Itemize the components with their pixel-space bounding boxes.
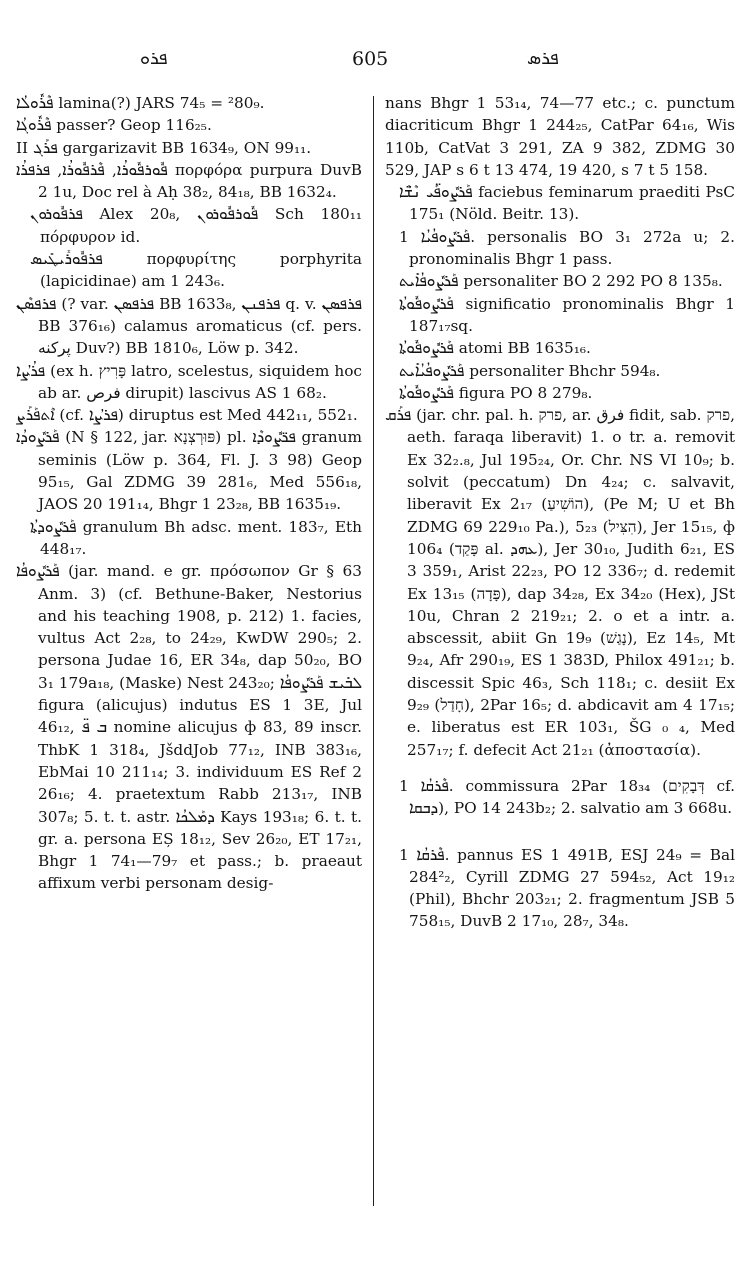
running-head-left: ܦܪܘ xyxy=(140,48,168,69)
dictionary-entry: ܦܰܪܨܽܘܕܳܐ (N § 122, jar. פּוּרְצְנָא) pl. ܦܪ̈ܨܽܘܕܶܐ granum seminis (Löw p. 364, Fl. J. 3 98) Geop 95₁₅, Gal ZDMG 39 281₆, Med 556₁₈, JAOS 20 191₁₄, Bhgr 1 23₂₈, BB 1635₁₉. xyxy=(16,428,362,514)
dictionary-entry: ܦܶܪܽܘܠܳܐ lamina(?) JARS 74₅ = ²80₉. xyxy=(16,94,265,112)
right-column xyxy=(385,92,735,933)
page-number: 605 xyxy=(352,48,389,70)
dictionary-subentry: ܦܰܪܨܽܘܕܬܳܐ granulum Bh adsc. ment. 183₇, Eth 448₁₇. xyxy=(30,517,362,558)
dictionary-subentry: ܦܰܪܨܽܘܦܳܝܳܐ 1. personalis BO 3₁ 272a u; 2. pronominalis Bhgr 1 pass. xyxy=(399,227,735,269)
dictionary-subentry: ܦܰܪܨܽܘܦܽܘܬܳܐ figura PO 8 279₈. xyxy=(399,383,593,402)
dictionary-entry: ܐܶܬܦܰܪܰܨ (cf. ܦܪܨܳܐ) diruptus est Med 442₁₁, 552₁. xyxy=(16,406,358,425)
column-divider xyxy=(373,96,374,1206)
left-column xyxy=(16,92,362,895)
dictionary-entry-continued: nans Bhgr 1 53₁₄, 74—77 etc.; c. punctum diacriticum Bhgr 1 244₂₅, CatPar 64₁₆, Wis 110b, CatVat 3 291, ZA 9 382, ZDMG 30 529, JAP s 6 t 13 474, 19 420, s 7 t 5 158. xyxy=(385,94,735,179)
dictionary-entry: ܦܪܦܣܶܢ (? var. ܦܪܦܣܢ BB 1633₈, ܦܪܦܢܢ q. v. ܦܪܦܣܢ BB 376₁₆) calamus aromaticus (cf. pers. پرکنه Duv?) BB 1810₆, Löw p. 342. xyxy=(16,294,363,358)
dictionary-subentry: ܦܶܪܩܳܐ 1. commissura 2Par 18₃₄ (דְּבָקִים cf. ܕܒܩܐ), PO 14 243b₂; 2. salvatio am 3 668u. xyxy=(399,776,735,818)
dictionary-subentry: ܦܰܪܨܽܘܦܽܘܬܳܐ atomi BB 1635₁₆. xyxy=(399,339,591,358)
dictionary-subentry: ܦܪܦܽܘܪܺܝܛܺܝܣ πορφυρίτης porphyrita (lapicidinae) am 1 243₆. xyxy=(30,250,362,291)
dictionary-subentry: ܦܰܪܨܽܘܦܽܘܬܳܐ significatio pronominalis Bhgr 1 187₁₇sq. xyxy=(399,294,735,335)
dictionary-entry: ܦܽܘܪܦܽܘܪܳܐ, ܦܶܪܦܽܘܪܳܐ, ܦܪܦܪܳܐ πορφόρα purpura DuvB 2 1u, Doc rel à Aḥ 38₂, 84₁₈, BB 1632₄. xyxy=(16,160,363,202)
dictionary-subentry: ܦܰܪܨܽܘܦܳܐܺܝܬ personaliter BO 2 292 PO 8 135₈. xyxy=(399,272,723,291)
dictionary-entry: ܦܪܳܨܳܐ (ex h. פָּרִיץ latro, scelestus, siquidem hoc ab ar. فرص dirupit) lascivus AS 1 68₂. xyxy=(16,361,362,402)
page-header xyxy=(0,48,750,82)
dictionary-entry: ܦܰܪܨܽܘܦܳܐ (jar. mand. e gr. πρόσωπον Gr § 63 Anm. 3) (cf. Bethune-Baker, Nestorius and his teaching 1908, p. 212) 1. facies, vultus Act 2₂₈, to 24₂₉, KwDW 290₅; 2. persona Judae 16, ER 34₈, dap 50₂₀, BO 3₁ 179a₁₈, (Maske) Nest 243₂₀; ܠܒܺܝܫ ܦܰܪܨܽܘܦܳܐ figura (alicujus) indutus ES 1 3E, Jul 46₁₂, ܒ ܦ̈ nomine alicujus ф 83, 89 inscr. ThbK 1 318₄, JšddJob 77₁₂, INB 383₁₆, EbMai 10 211₁₄; 3. individuum ES Ref 2 26₁₆; 4. praetextum Rabb 213₁₇, INB 307₈; 5. t. t. astr. ܕܡܰܠܟܳܐ Kays 193₁₈; 6. t. t. gr. a. persona EȘ 18₁₂, Sev 26₂₀, ET 17₂₁, Bhgr 1 74₁—79₇ et pass.; b. praeaut affixum verbi personam desig- xyxy=(16,562,362,893)
dictionary-subentry: ܦܰܪܨܽܘܦܳܝܳܐܺܝܬ personaliter Bhchr 594₈. xyxy=(399,361,661,380)
dictionary-subentry: ܦܪܦܽܘܪܘܢ Alex 20₈, ܦܽܘܪܦܽܘܪܘܢ Sch 180₁₁ πόρφυρον id. xyxy=(30,205,362,246)
dictionary-entry: II ܦܪܰܓ gargarizavit BB 1634₉, ON 99₁₁. xyxy=(16,138,312,157)
dictionary-subentry: ܦܰܪܨܽܘܦ̈ܰܝ ܢܶܫ̈ܶܐ faciebus feminarum praediti PsC 175₁ (Nöld. Beitr. 13). xyxy=(399,183,735,224)
dictionary-subentry: ܦܶܪܩܳܐ 1. pannus ES 1 491B, ESJ 24₉ = Bal 284²₂, Cyrill ZDMG 27 594₅₂, Act 19₁₂ (Phil), Bhchr 203₂₁; 2. fragmentum JSB 5 758₁₅, DuvB 2 17₁₀, 28₇, 34₈. xyxy=(399,845,735,931)
dictionary-entry: ܦܶܪܽܘܓܳܐ passer? Geop 116₂₅. xyxy=(16,116,212,135)
running-head-right: ܦܪܣ xyxy=(527,48,559,69)
dictionary-entry: ܦܪܰܩ (jar. chr. pal. h. פרק, ar. فرق fidit, sab. פרק, aeth. faraqa liberavit) 1. o tr. a. removit Ex 32₂.₈, Jul 195₂₄, Or. Chr. NS VI 10₉; b. solvit (peccatum) Dn 4₂₄; c. salvavit, liberavit Ex 2₁₇ (הוֹשִׁיעַ), (Pe M; U et Bh ZDMG 69 229₁₀ Pa.), 5₂₃ (הִצִּיל), Jer 15₁₅, ф 106₄ (פָּקַד al. ܥܗܕ), Jer 30₁₀, Judith 6₂₁, ES 3 359₁, Arist 22₂₃, PO 12 336₇; d. redemit Ex 13₁₅ (פָּדָה), dap 34₂₈, Ex 34₂₀ (Hex), JSt 10u, Chran 2 219₂₁; 2. o et a intr. a. abscessit, abiit Gn 19₉ (נָגַשׁ), Ez 14₅, Mt 9₂₄, Afr 290₁₉, ES 1 383D, Philox 491₂₁; b. discessit Spic 46₃, Sch 118₁; c. desiit Ex 9₂₉ (חָדַל), 2Par 16₅; d. abdicavit am 4 17₁₅; e. liberatus est ER 103₁, ŠG ₀ ₄, Med 257₁₇; f. defecit Act 21₂₁ (ἀποστασία). xyxy=(385,406,736,759)
